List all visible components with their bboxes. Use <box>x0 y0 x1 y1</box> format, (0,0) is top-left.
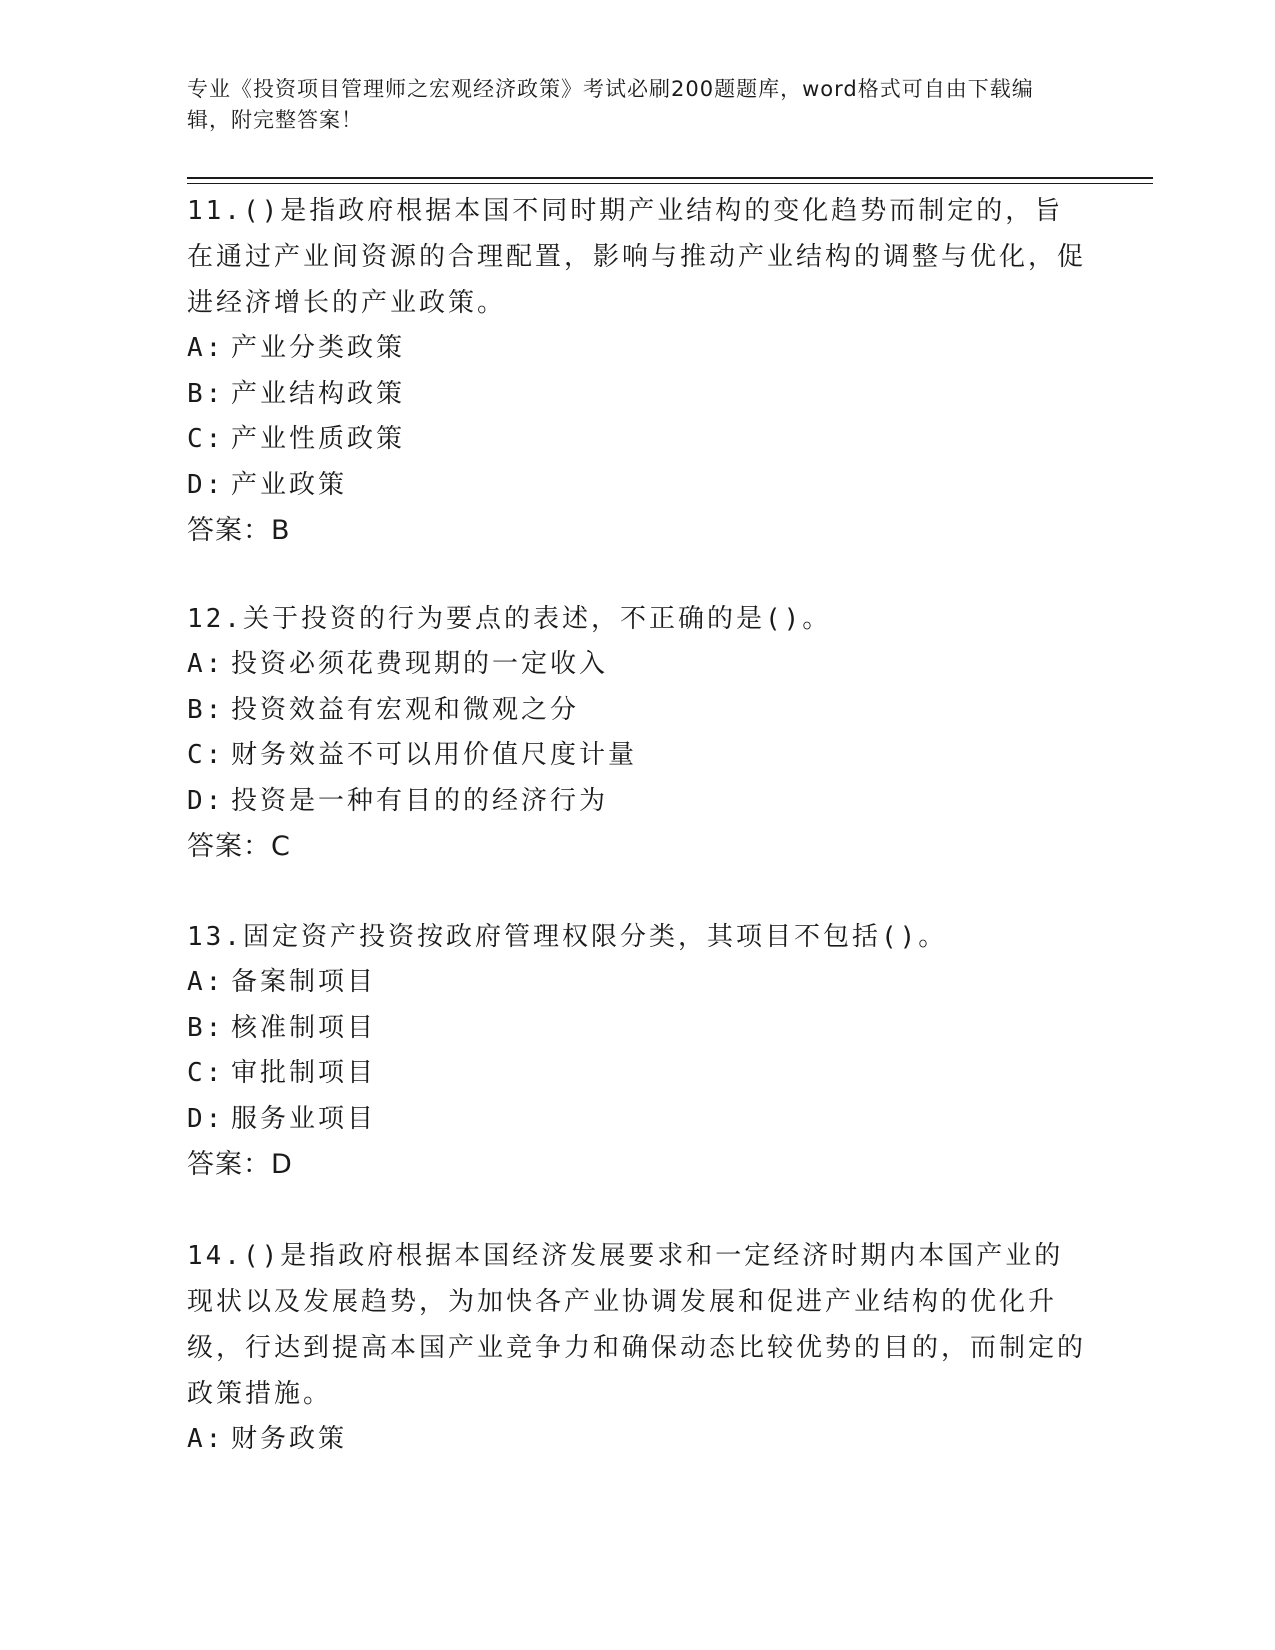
option-c <box>187 417 1087 463</box>
option-key: B: <box>187 378 225 409</box>
option-key: C: <box>187 740 225 770</box>
question-12 <box>187 596 1087 870</box>
option-text: 财务政策 <box>231 1424 348 1454</box>
option-key: A: <box>187 1424 225 1454</box>
option-d <box>187 779 1087 825</box>
option-key: A: <box>187 649 225 679</box>
question-14 <box>187 1233 1087 1463</box>
option-key: B: <box>187 694 225 725</box>
option-text: 产业性质政策 <box>231 424 406 454</box>
document-header: 专业《投资项目管理师之宏观经济政策》考试必刷200题题库，word格式可自由下载编辑，附完整答案！ <box>187 77 1034 132</box>
question-11 <box>187 188 1087 554</box>
option-text: 备案制项目 <box>231 967 377 997</box>
option-a <box>187 1417 1087 1463</box>
option-text: 核准制项目 <box>231 1012 377 1043</box>
option-key: D: <box>187 785 225 816</box>
option-text: 产业分类政策 <box>231 333 406 363</box>
option-d <box>187 1097 1087 1143</box>
option-text: 财务效益不可以用价值尺度计量 <box>231 740 638 770</box>
header-divider-thin <box>187 183 1153 184</box>
question-13 <box>187 914 1087 1188</box>
option-key: D: <box>187 1103 225 1134</box>
option-c <box>187 1051 1087 1097</box>
question-stem: 12.关于投资的行为要点的表述，不正确的是()。 <box>187 604 832 634</box>
option-b <box>187 372 1087 418</box>
option-b <box>187 688 1087 734</box>
option-text: 投资效益有宏观和微观之分 <box>231 694 580 725</box>
question-stem: 13.固定资产投资按政府管理权限分类，其项目不包括()。 <box>187 922 948 952</box>
option-key: C: <box>187 1058 225 1088</box>
option-text: 审批制项目 <box>231 1058 377 1088</box>
option-text: 服务业项目 <box>231 1103 377 1134</box>
question-stem: 14.()是指政府根据本国经济发展要求和一定经济时期内本国产业的现状以及发展趋势，为加快各产业协调发展和促进产业结构的优化升级，行达到提高本国产业竞争力和确保动态比较优势的目的，而制定的政策措施。 <box>187 1241 1087 1409</box>
answer-line: 答案：D <box>187 1149 293 1180</box>
option-a <box>187 960 1087 1006</box>
option-key: D: <box>187 469 225 500</box>
option-a <box>187 326 1087 372</box>
option-key: B: <box>187 1012 225 1043</box>
option-c <box>187 733 1087 779</box>
option-text: 产业政策 <box>231 469 348 500</box>
option-a <box>187 642 1087 688</box>
option-key: A: <box>187 333 225 363</box>
answer-line: 答案：C <box>187 831 291 862</box>
header-divider-thick <box>187 177 1153 179</box>
option-key: A: <box>187 967 225 997</box>
answer-line: 答案：B <box>187 515 291 546</box>
option-text: 产业结构政策 <box>231 378 406 409</box>
question-stem: 11.()是指政府根据本国不同时期产业结构的变化趋势而制定的，旨在通过产业间资源的合理配置，影响与推动产业结构的调整与优化，促进经济增长的产业政策。 <box>187 196 1087 318</box>
option-d <box>187 463 1087 509</box>
option-text: 投资必须花费现期的一定收入 <box>231 649 609 679</box>
option-text: 投资是一种有目的的经济行为 <box>231 785 609 816</box>
option-key: C: <box>187 424 225 454</box>
option-b <box>187 1006 1087 1052</box>
